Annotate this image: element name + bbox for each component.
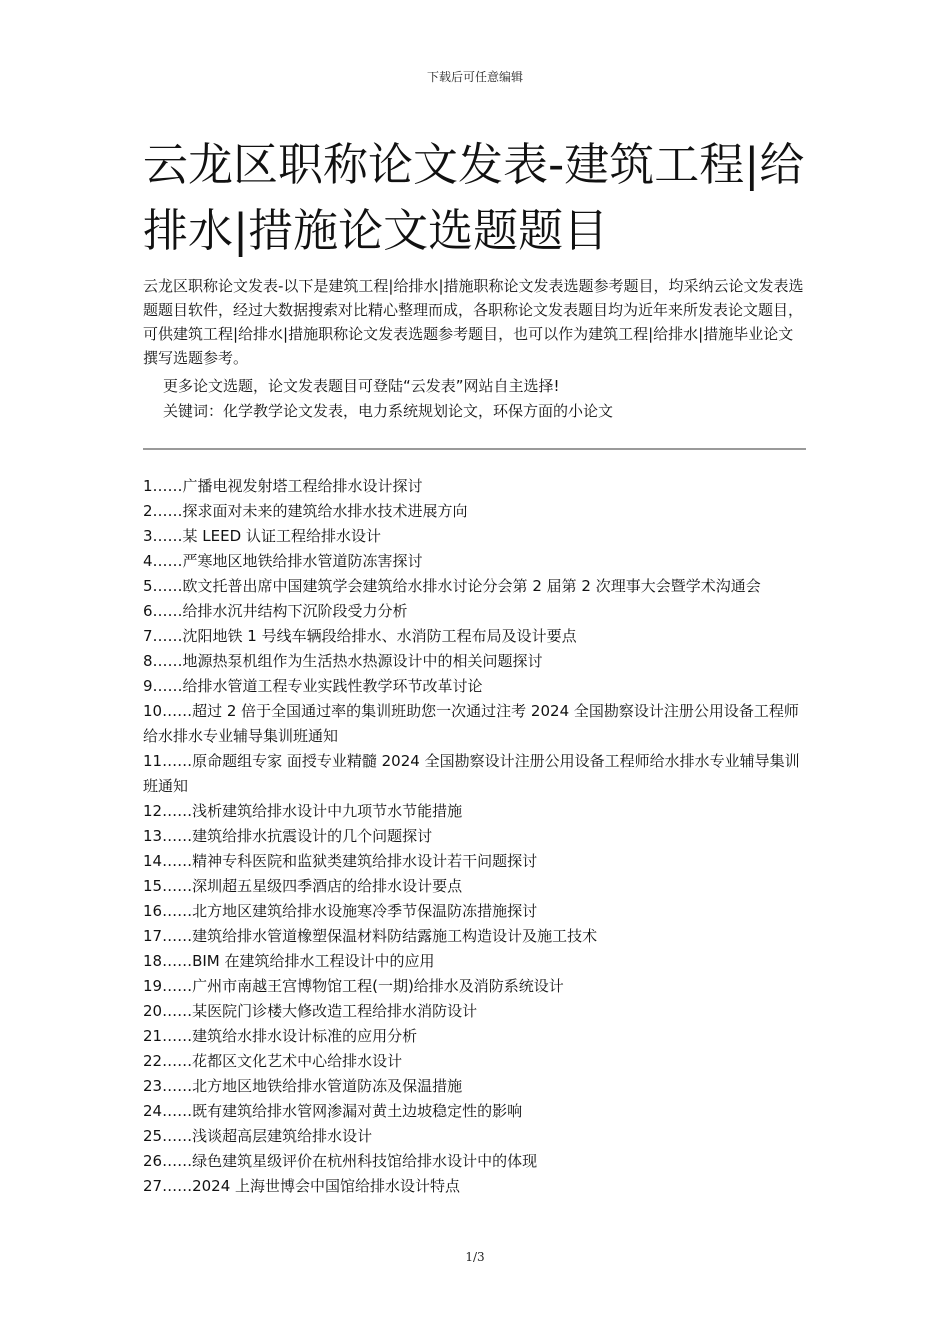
list-item: 10……超过 2 倍于全国通过率的集训班助您一次通过注考 2024 全国勘察设计注册公用设备工程师给水排水专业辅导集训班通知 xyxy=(143,702,799,745)
more-topics-line: 更多论文选题，论文发表题目可登陆“云发表”网站自主选择! xyxy=(163,377,560,395)
list-item: 20……某医院门诊楼大修改造工程给排水消防设计 xyxy=(143,1002,478,1020)
list-item: 15……深圳超五星级四季酒店的给排水设计要点 xyxy=(143,877,463,895)
list-item: 17……建筑给排水管道橡塑保温材料防结露施工构造设计及施工技术 xyxy=(143,927,598,945)
list-item: 13……建筑给排水抗震设计的几个问题探讨 xyxy=(143,827,433,845)
keywords-line: 关键词：化学教学论文发表，电力系统规划论文，环保方面的小论文 xyxy=(163,402,614,420)
list-item: 2……探求面对未来的建筑给水排水技术进展方向 xyxy=(143,502,468,520)
header-note: 下载后可任意编辑 xyxy=(426,70,523,84)
list-item: 16……北方地区建筑给排水设施寒冷季节保温防冻措施探讨 xyxy=(143,902,538,920)
list-item: 9……给排水管道工程专业实践性教学环节改革讨论 xyxy=(143,677,483,695)
list-item: 4……严寒地区地铁给排水管道防冻害探讨 xyxy=(143,552,423,570)
list-item: 18……BIM 在建筑给排水工程设计中的应用 xyxy=(143,952,435,970)
divider xyxy=(143,448,806,450)
list-item: 12……浅析建筑给排水设计中九项节水节能措施 xyxy=(143,802,463,820)
list-item: 25……浅谈超高层建筑给排水设计 xyxy=(143,1127,373,1145)
list-item: 5……欧文托普出席中国建筑学会建筑给水排水讨论分会第 2 届第 2 次理事大会暨学术沟通会 xyxy=(143,577,761,595)
list-item: 19……广州市南越王宫博物馆工程(一期)给排水及消防系统设计 xyxy=(143,977,564,995)
list-item: 8……地源热泵机组作为生活热水热源设计中的相关问题探讨 xyxy=(143,652,543,670)
list-item: 11……原命题组专家 面授专业精髓 2024 全国勘察设计注册公用设备工程师给水排水专业辅导集训班通知 xyxy=(143,752,800,795)
list-item: 21……建筑给水排水设计标准的应用分析 xyxy=(143,1027,418,1045)
topic-list xyxy=(143,474,808,1199)
page-number: 1/3 xyxy=(465,1250,485,1264)
list-item: 7……沈阳地铁 1 号线车辆段给排水、水消防工程布局及设计要点 xyxy=(143,627,577,645)
intro-paragraph: 云龙区职称论文发表-以下是建筑工程|给排水|措施职称论文发表选题参考题目，均采纳云论文发表选题题目软件，经过大数据搜索对比精心整理而成，各职称论文发表题目均为近年来所发表论文题目，可供建筑工程|给排水|措施职称论文发表选题参考题目，也可以作为建筑工程|给排水|措施毕业论文撰写选题参考。 xyxy=(143,277,804,367)
list-item: 1……广播电视发射塔工程给排水设计探讨 xyxy=(143,477,423,495)
list-item: 26……绿色建筑星级评价在杭州科技馆给排水设计中的体现 xyxy=(143,1152,538,1170)
list-item: 14……精神专科医院和监狱类建筑给排水设计若干问题探讨 xyxy=(143,852,538,870)
list-item: 23……北方地区地铁给排水管道防冻及保温措施 xyxy=(143,1077,463,1095)
list-item: 6……给排水沉井结构下沉阶段受力分析 xyxy=(143,602,408,620)
document-title: 云龙区职称论文发表-建筑工程|给排水|措施论文选题题目 xyxy=(143,138,805,257)
list-item: 3……某 LEED 认证工程给排水设计 xyxy=(143,527,381,545)
list-item: 24……既有建筑给排水管网渗漏对黄土边坡稳定性的影响 xyxy=(143,1102,523,1120)
list-item: 27……2024 上海世博会中国馆给排水设计特点 xyxy=(143,1177,461,1195)
list-item: 22……花都区文化艺术中心给排水设计 xyxy=(143,1052,403,1070)
